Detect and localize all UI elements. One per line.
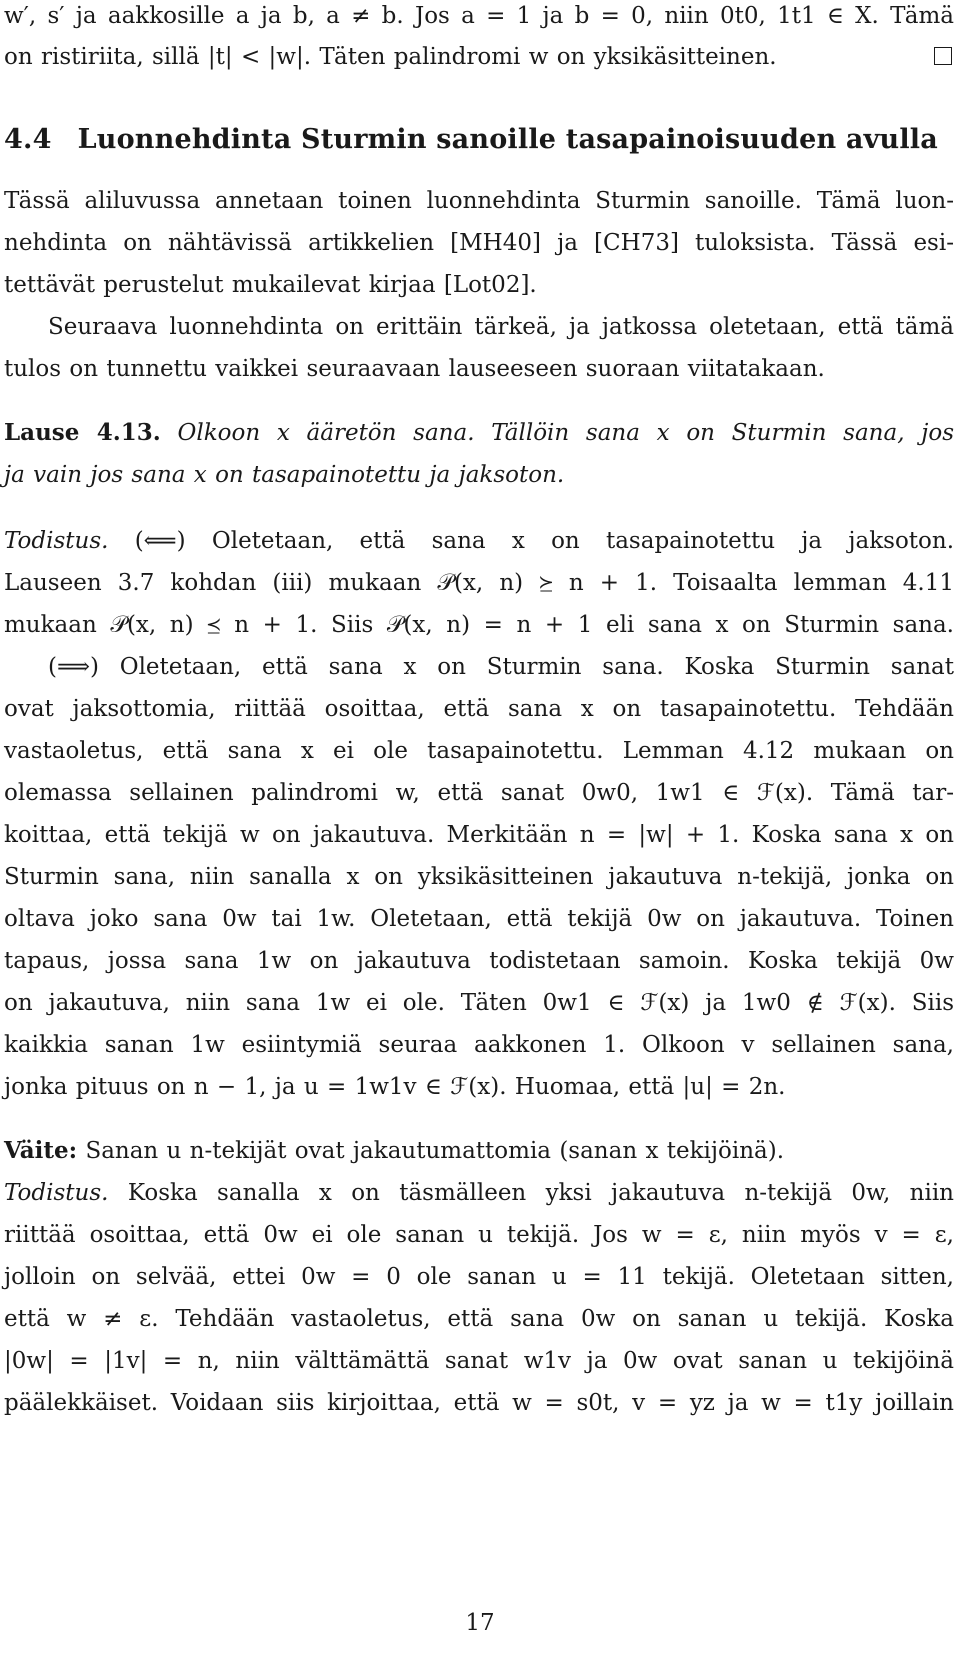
text-line xyxy=(4,987,954,1019)
text-line xyxy=(4,861,954,893)
claim xyxy=(4,1135,954,1167)
section-heading xyxy=(4,122,954,158)
text-line-content: w′, s′ ja aakkosille a ja b, a ≠ b. Jos a = 1 ja b = 0, niin 0t0, 1t1 ∈ X. Tämä xyxy=(4,3,954,29)
proof-text: ovat jaksottomia, riittää osoittaa, että sana x on tasapainotettu. Tehdään xyxy=(4,696,954,722)
section-number: 4.4 xyxy=(4,124,52,155)
text-line-content: tettävät perustelut mukailevat kirjaa [Lot02]. xyxy=(4,272,537,298)
proof-text: olemassa sellainen palindromi w, että sanat 0w0, 1w1 ∈ ℱ(x). Tämä tar- xyxy=(4,780,954,806)
text-line xyxy=(4,693,954,725)
proof-text: koittaa, että tekijä w on jakautuva. Merkitään n = |w| + 1. Koska sana x on xyxy=(4,822,954,848)
text-line xyxy=(4,651,954,683)
proof-text: jonka pituus on n − 1, ja u = 1w1v ∈ ℱ(x). Huomaa, että |u| = 2n. xyxy=(4,1074,786,1100)
text-line-content: nehdinta on nähtävissä artikkelien [MH40] ja [CH73] tuloksista. Tässä esi- xyxy=(4,230,954,256)
text-line xyxy=(4,1345,954,1377)
proof-text: oltava joko sana 0w tai 1w. Oletetaan, että tekijä 0w on jakautuva. Toinen xyxy=(4,906,954,932)
text-line xyxy=(4,185,954,217)
page-number: 17 xyxy=(465,1610,495,1636)
qed-box-icon xyxy=(934,47,952,65)
claim-proof-label: Todistus. xyxy=(4,1180,109,1206)
section-title: Luonnehdinta Sturmin sanoille tasapainoisuuden avulla xyxy=(77,124,938,155)
text-line-content: tulos on tunnettu vaikkei seuraavaan lauseeseen suoraan viitatakaan. xyxy=(4,356,825,382)
proof-text: tapaus, jossa sana 1w on jakautuva todistetaan samoin. Koska tekijä 0w xyxy=(4,948,954,974)
theorem-text: Olkoon x ääretön sana. Tällöin sana x on Sturmin sana, jos xyxy=(177,420,954,446)
text-line xyxy=(4,1029,954,1061)
text-line xyxy=(4,567,954,599)
text-line xyxy=(4,41,864,73)
theorem-text-line xyxy=(4,459,954,491)
proof-text: vastaoletus, että sana x ei ole tasapainotettu. Lemman 4.12 mukaan on xyxy=(4,738,954,764)
proof-text: Sturmin sana, niin sanalla x on yksikäsitteinen jakautuva n-tekijä, jonka on xyxy=(4,864,954,890)
text-line xyxy=(4,1219,954,1251)
text-line xyxy=(4,311,954,343)
claim-proof-text: päälekkäiset. Voidaan siis kirjoittaa, että w = s0t, v = yz ja w = t1y joillain xyxy=(4,1390,954,1416)
text-line xyxy=(4,0,954,32)
proof-text: on jakautuva, niin sana 1w ei ole. Täten 0w1 ∈ ℱ(x) ja 1w0 ∉ ℱ(x). Siis xyxy=(4,990,954,1016)
text-line xyxy=(4,735,954,767)
claim-text: Sanan u n-tekijät ovat jakautumattomia (sanan x tekijöinä). xyxy=(85,1138,785,1164)
proof-label: Todistus. xyxy=(4,528,109,554)
claim-label: Väite: xyxy=(4,1137,78,1164)
text-line xyxy=(4,227,954,259)
text-line xyxy=(4,903,954,935)
text-line xyxy=(4,1071,954,1103)
text-line xyxy=(4,269,954,301)
proof-first-line xyxy=(4,525,954,557)
proof-text: (⟸) Oletetaan, että sana x on tasapainotettu ja jaksoton. xyxy=(134,528,954,554)
claim-proof-first-line xyxy=(4,1177,954,1209)
text-line xyxy=(4,1387,954,1419)
text-line xyxy=(4,609,954,641)
proof-text: Lauseen 3.7 kohdan (iii) mukaan 𝒫(x, n) ⪰ n + 1. Toisaalta lemman 4.11 xyxy=(4,570,954,596)
proof-text: kaikkia sanan 1w esiintymiä seuraa aakkonen 1. Olkoon v sellainen sana, xyxy=(4,1032,954,1058)
text-line-content: Seuraava luonnehdinta on erittäin tärkeä, ja jatkossa oletetaan, että tämä xyxy=(48,314,954,340)
text-line xyxy=(4,945,954,977)
text-line-content: Tässä aliluvussa annetaan toinen luonnehdinta Sturmin sanoille. Tämä luon- xyxy=(4,188,954,214)
theorem-text: ja vain jos sana x on tasapainotettu ja jaksoton. xyxy=(4,462,565,488)
proof-text: mukaan 𝒫(x, n) ⪯ n + 1. Siis 𝒫(x, n) = n + 1 eli sana x on Sturmin sana. xyxy=(4,612,954,638)
text-line xyxy=(4,777,954,809)
claim-proof-text: jolloin on selvää, ettei 0w = 0 ole sanan u = 11 tekijä. Oletetaan sitten, xyxy=(4,1264,954,1290)
text-line-content: on ristiriita, sillä |t| < |w|. Täten palindromi w on yksikäsitteinen. xyxy=(4,44,777,70)
proof-text: (⟹) Oletetaan, että sana x on Sturmin sana. Koska Sturmin sanat xyxy=(48,654,954,680)
theorem-label: Lause 4.13. xyxy=(4,419,161,446)
text-line xyxy=(4,1303,954,1335)
text-line xyxy=(4,353,954,385)
text-line xyxy=(4,819,954,851)
text-line xyxy=(4,1261,954,1293)
claim-proof-text: riittää osoittaa, että 0w ei ole sanan u tekijä. Jos w = ε, niin myös v = ε, xyxy=(4,1222,954,1248)
claim-proof-text: |0w| = |1v| = n, niin välttämättä sanat w1v ja 0w ovat sanan u tekijöinä xyxy=(4,1348,954,1374)
theorem xyxy=(4,417,954,449)
claim-proof-text: Koska sanalla x on täsmälleen yksi jakautuva n-tekijä 0w, niin xyxy=(127,1180,954,1206)
claim-proof-text: että w ≠ ε. Tehdään vastaoletus, että sana 0w on sanan u tekijä. Koska xyxy=(4,1306,954,1332)
